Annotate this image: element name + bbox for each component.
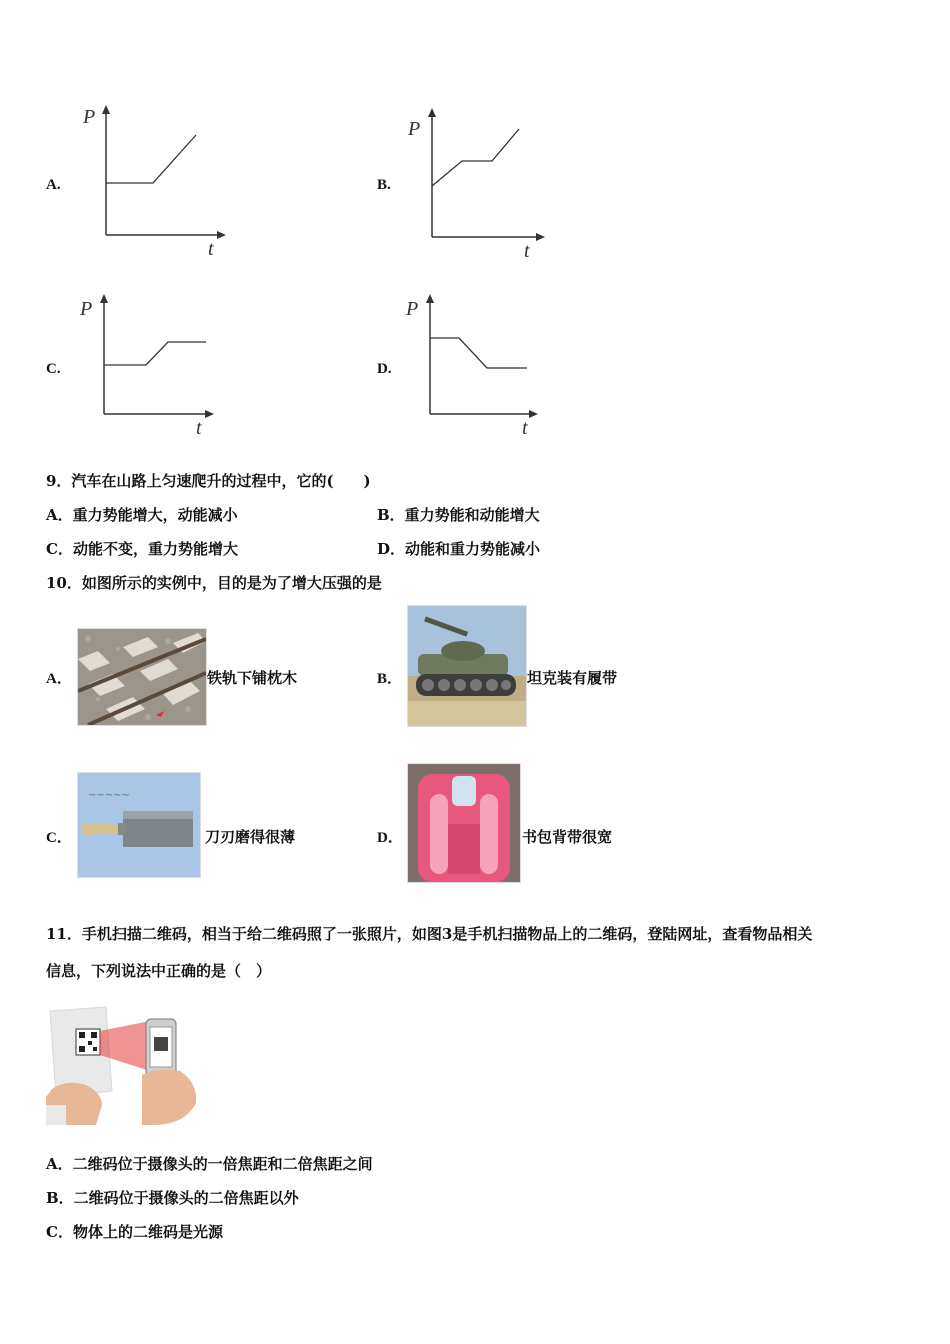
q9-option-b[interactable]: B．重力势能和动能增大 [377, 506, 540, 524]
p-axis-label: P [83, 106, 96, 128]
t-axis-label: t [196, 417, 202, 439]
railway-sleepers-icon [78, 629, 206, 725]
t-axis-label: t [524, 240, 530, 262]
option-letter: B. [377, 177, 391, 193]
option-letter: A． [46, 671, 72, 687]
knife-image [77, 772, 201, 878]
qr-scan-image [46, 1005, 202, 1125]
q11-stem-line2: 信息，下列说法中正确的是（ ） [46, 962, 272, 980]
q11-option-a[interactable]: A．二维码位于摄像头的一倍焦距和二倍焦距之间 [46, 1155, 373, 1173]
t-axis-label: t [208, 238, 214, 260]
p-axis-label: P [406, 298, 419, 320]
option-letter: A. [46, 177, 61, 193]
option-letter: D. [377, 361, 392, 377]
backpack-icon [408, 764, 520, 882]
p-axis-label: P [80, 298, 93, 320]
option-letter: C. [46, 361, 61, 377]
q9-stem: 9．汽车在山路上匀速爬升的过程中，它的( ) [46, 472, 371, 490]
tank-image [407, 605, 527, 727]
phone-scanning-qr-icon [46, 1005, 202, 1125]
q10-caption-b: 坦克装有履带 [527, 669, 618, 687]
option-letter: D． [377, 830, 403, 846]
q11-option-c[interactable]: C．物体上的二维码是光源 [46, 1223, 223, 1241]
option-letter: B． [377, 671, 403, 687]
backpack-image [407, 763, 521, 883]
q10-caption-a: 铁轨下铺枕木 [207, 669, 298, 687]
q9-option-a[interactable]: A．重力势能增大，动能减小 [46, 506, 238, 524]
p-t-graph-d [402, 290, 562, 440]
p-t-graph-c [76, 290, 236, 440]
railway-sleepers-image [77, 628, 207, 726]
q10-caption-d: 书包背带很宽 [522, 828, 613, 846]
q10-stem: 10．如图所示的实例中，目的是为了增大压强的是 [46, 574, 382, 592]
q10-caption-c: 刀刃磨得很薄 [205, 828, 296, 846]
q9-option-d[interactable]: D．动能和重力势能减小 [377, 540, 541, 558]
p-t-graph-b [404, 100, 564, 265]
p-axis-label: P [408, 118, 421, 140]
t-axis-label: t [522, 417, 528, 439]
knife-icon [78, 773, 200, 877]
p-t-graph-a [78, 95, 238, 260]
q9-option-c[interactable]: C．动能不变，重力势能增大 [46, 540, 238, 558]
svg-text:~~~~~: ~~~~~ [88, 790, 130, 801]
option-letter: C． [46, 830, 72, 846]
tank-icon [408, 606, 526, 726]
q11-option-b[interactable]: B．二维码位于摄像头的二倍焦距以外 [46, 1189, 299, 1207]
q11-stem-line1: 11．手机扫描二维码，相当于给二维码照了一张照片，如图3是手机扫描物品上的二维码，登陆网址，查看物品相关 [46, 925, 813, 943]
